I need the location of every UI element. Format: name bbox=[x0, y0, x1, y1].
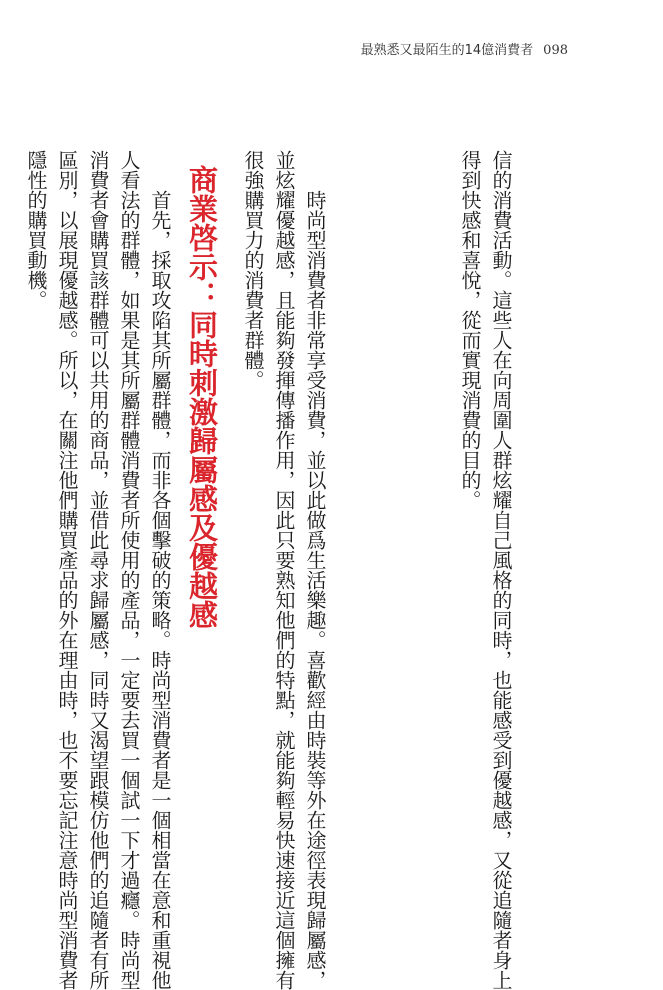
body-text bbox=[0, 150, 578, 990]
paragraph-3: 首先，採取攻陷其所屬群體，而非各個擊破的策略。時尚型消費者是一個相當在意和重視他 人看法的群體，如果是其所屬群體消費者所使用的產品，一定要去買一個試一下才過癮。時尚型 消費者會購買該群體可以共用的商品，並借此尋求歸屬感，同時又渴望跟模仿他們的追隨者有所 區別，以展現優越感。所以，在關注他們購買產品的外在理由時，也不要忘記注意時尚型消費者 隱性的購買動機。 bbox=[24, 150, 172, 990]
section-heading: 商業啓示：同時刺激歸屬感及優越感 bbox=[185, 165, 219, 629]
paragraph-2: 時尚型消費者非常享受消費，並以此做爲生活樂趣。喜歡經由時裝等外在途徑表現歸屬感， 並炫耀優越感，且能夠發揮傳播作用，因此只要熟知他們的特點，就能夠輕易快速接近這個擁有 很強購買力的消費者群體。 bbox=[241, 150, 327, 990]
running-title: 最熟悉又最陌生的14億消費者 bbox=[360, 43, 534, 58]
running-header bbox=[361, 39, 568, 58]
paragraph-1: 信的消費活動。這些人在向周圍人群炫耀自己風格的同時，也能感受到優越感，又從追隨者身上 得到快感和喜悅，從而實現消費的目的。 bbox=[458, 150, 513, 990]
page-number: 098 bbox=[543, 43, 568, 58]
